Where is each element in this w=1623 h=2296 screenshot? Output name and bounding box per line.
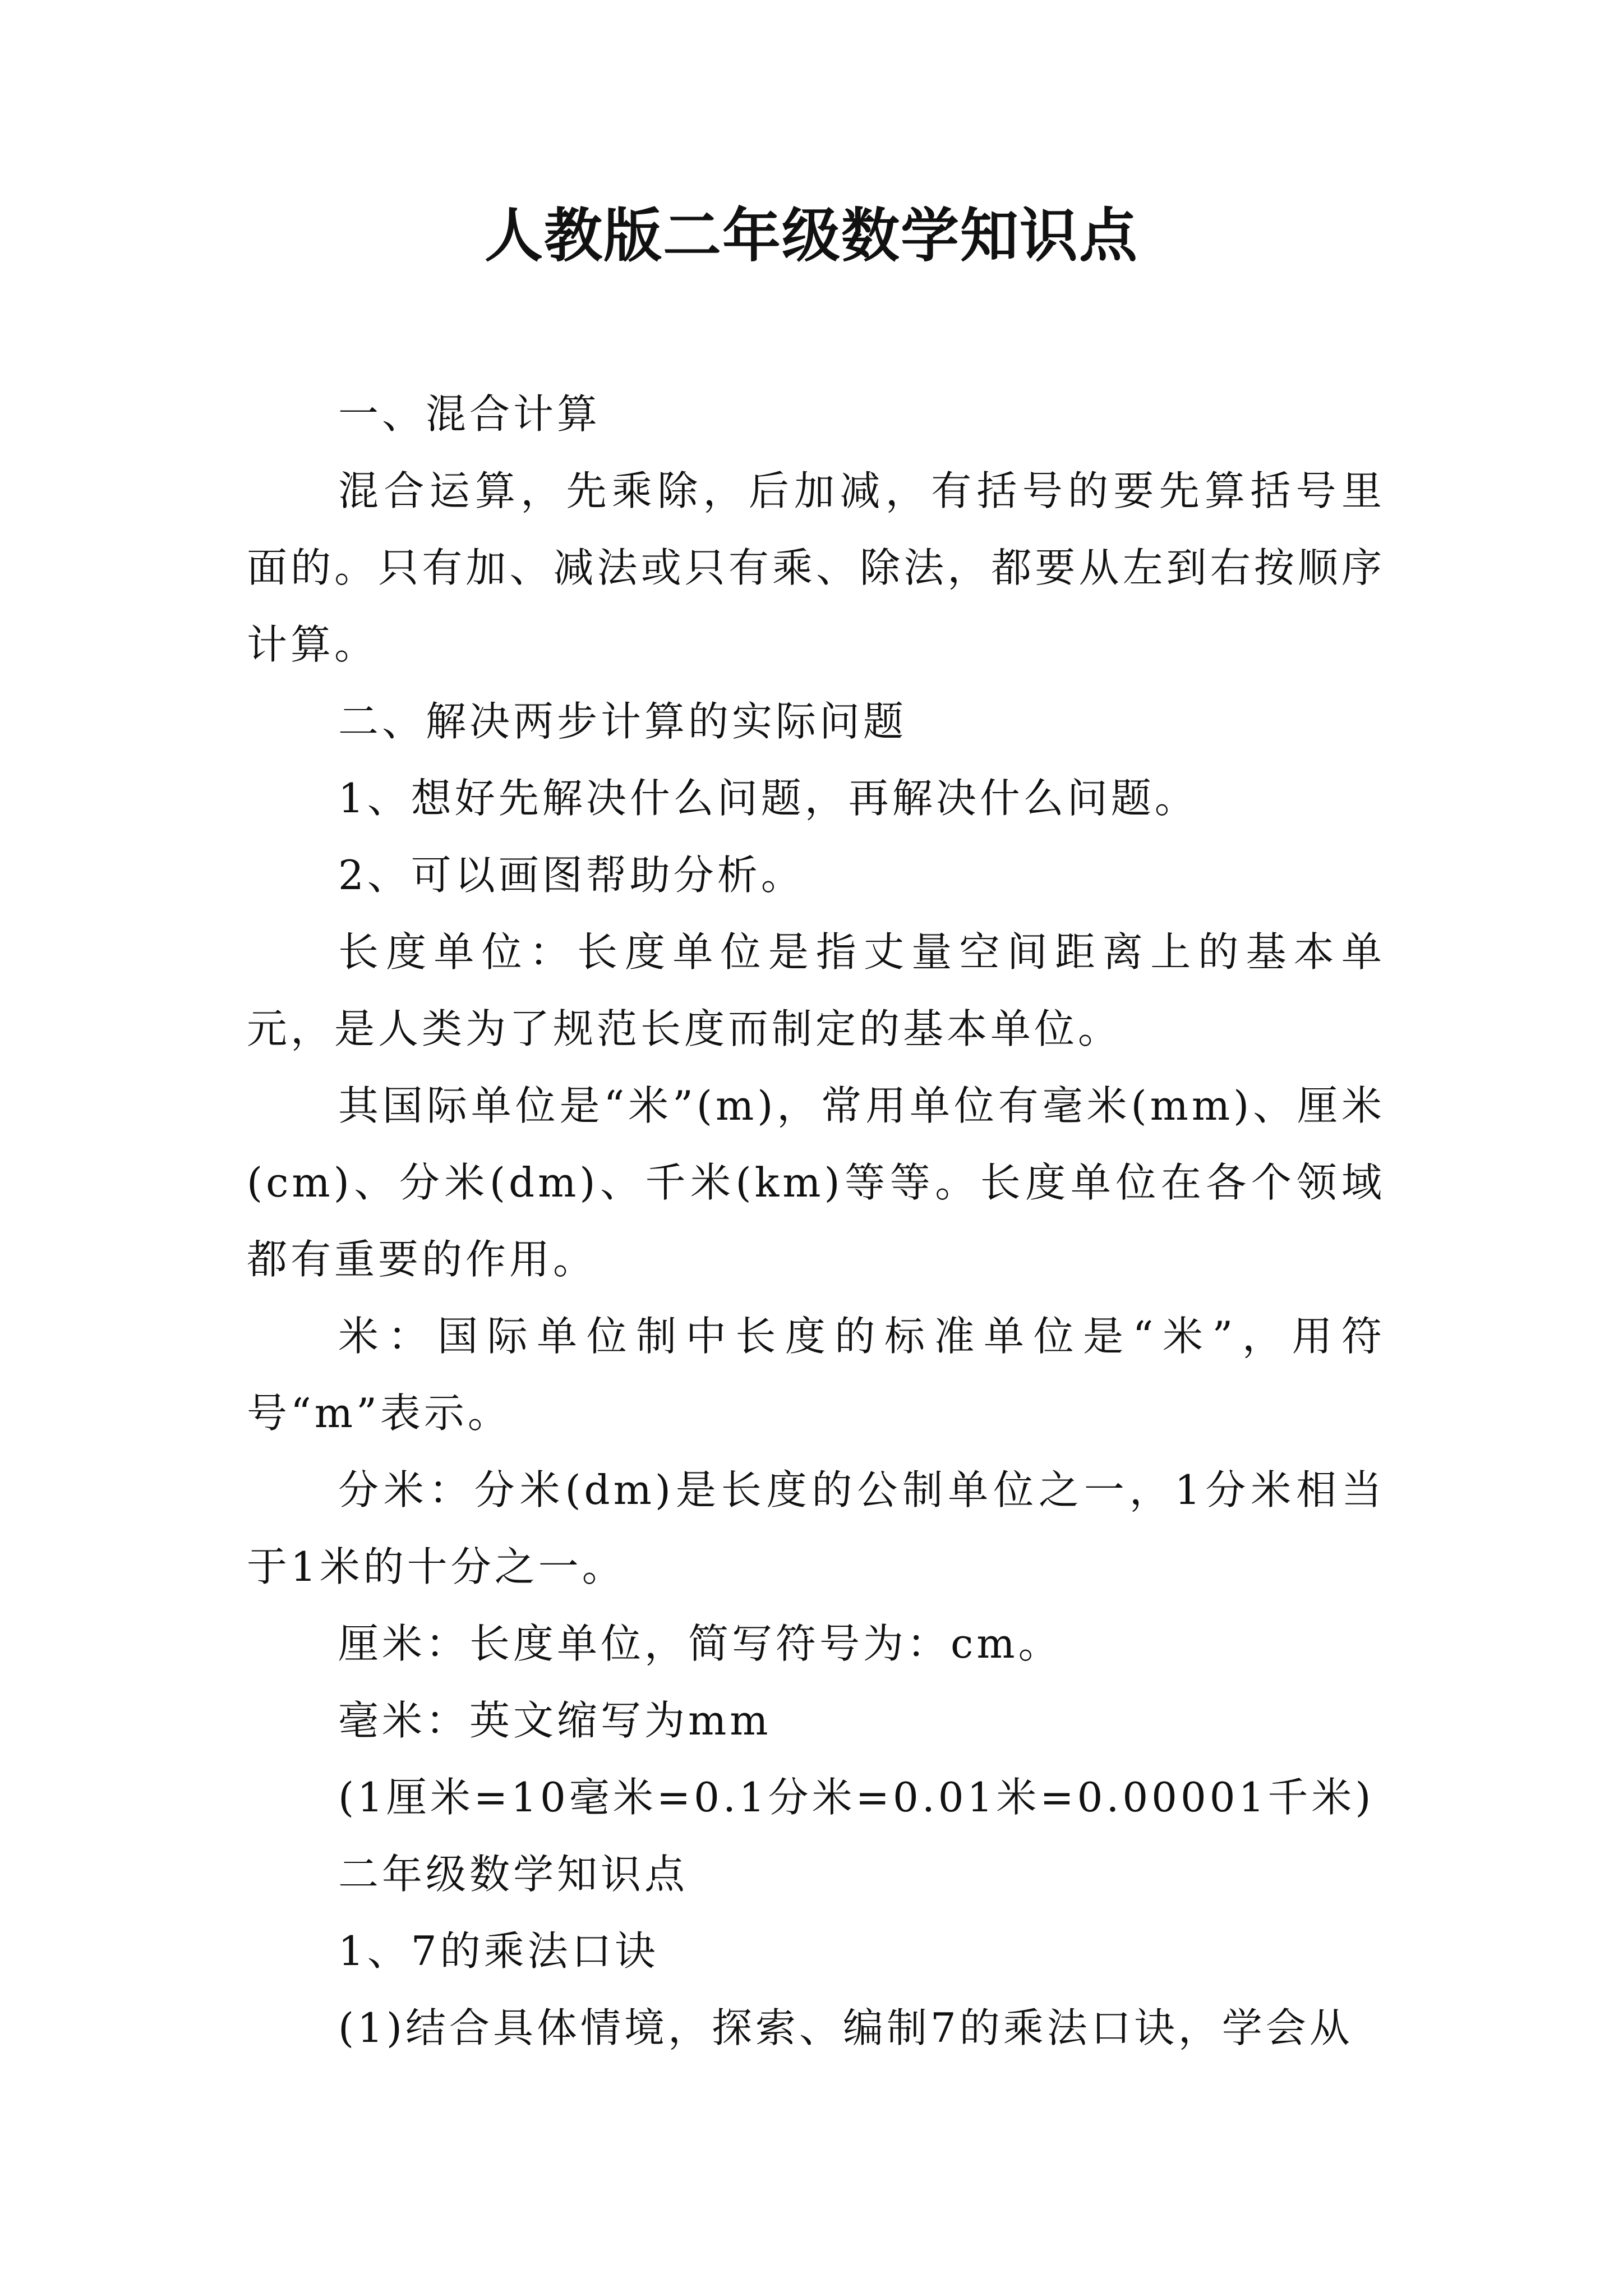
paragraph-mixed-calculation-rule: 混合运算，先乘除，后加减，有括号的要先算括号里面的。只有加、减法或只有乘、除法，都要从左到右按顺序计算。 [247, 467, 1385, 668]
paragraph-meter: 米：国际单位制中长度的标准单位是“米”，用符号“m”表示。 [247, 1313, 1385, 1437]
section-heading-mixed-calculation: 一、混合计算 [338, 390, 601, 438]
list-item-step-2: 2、可以画图帮助分析。 [338, 852, 805, 899]
paragraph-decimeter: 分米：分米(dm)是长度的公制单位之一，1分米相当于1米的十分之一。 [247, 1466, 1385, 1590]
section-heading-grade2-points: 二年级数学知识点 [338, 1851, 689, 1898]
paragraph-length-units: 长度单位：长度单位是指丈量空间距离上的基本单元，是人类为了规范长度而制定的基本单位。 [247, 928, 1385, 1052]
paragraph-times-table-7-detail: (1)结合具体情境，探索、编制7的乘法口诀，学会从 [338, 2004, 1353, 2051]
list-item-step-1: 1、想好先解决什么问题，再解决什么问题。 [338, 775, 1198, 822]
paragraph-centimeter: 厘米：长度单位，简写符号为：cm。 [338, 1620, 1062, 1667]
paragraph-millimeter: 毫米：英文缩写为mm [338, 1697, 772, 1744]
paragraph-unit-conversion: (1厘米=10毫米=0.1分米=0.01米=0.00001千米) [338, 1774, 1375, 1821]
list-item-times-table-7: 1、7的乘法口诀 [338, 1927, 659, 1975]
paragraph-international-unit: 其国际单位是“米”(m)，常用单位有毫米(mm)、厘米(cm)、分米(dm)、千米(km)等等。长度单位在各个领域都有重要的作用。 [247, 1082, 1385, 1283]
document-title: 人教版二年级数学知识点 [484, 201, 1138, 270]
document-body [247, 376, 1385, 2067]
section-heading-two-step-problems: 二、解决两步计算的实际问题 [338, 698, 907, 745]
